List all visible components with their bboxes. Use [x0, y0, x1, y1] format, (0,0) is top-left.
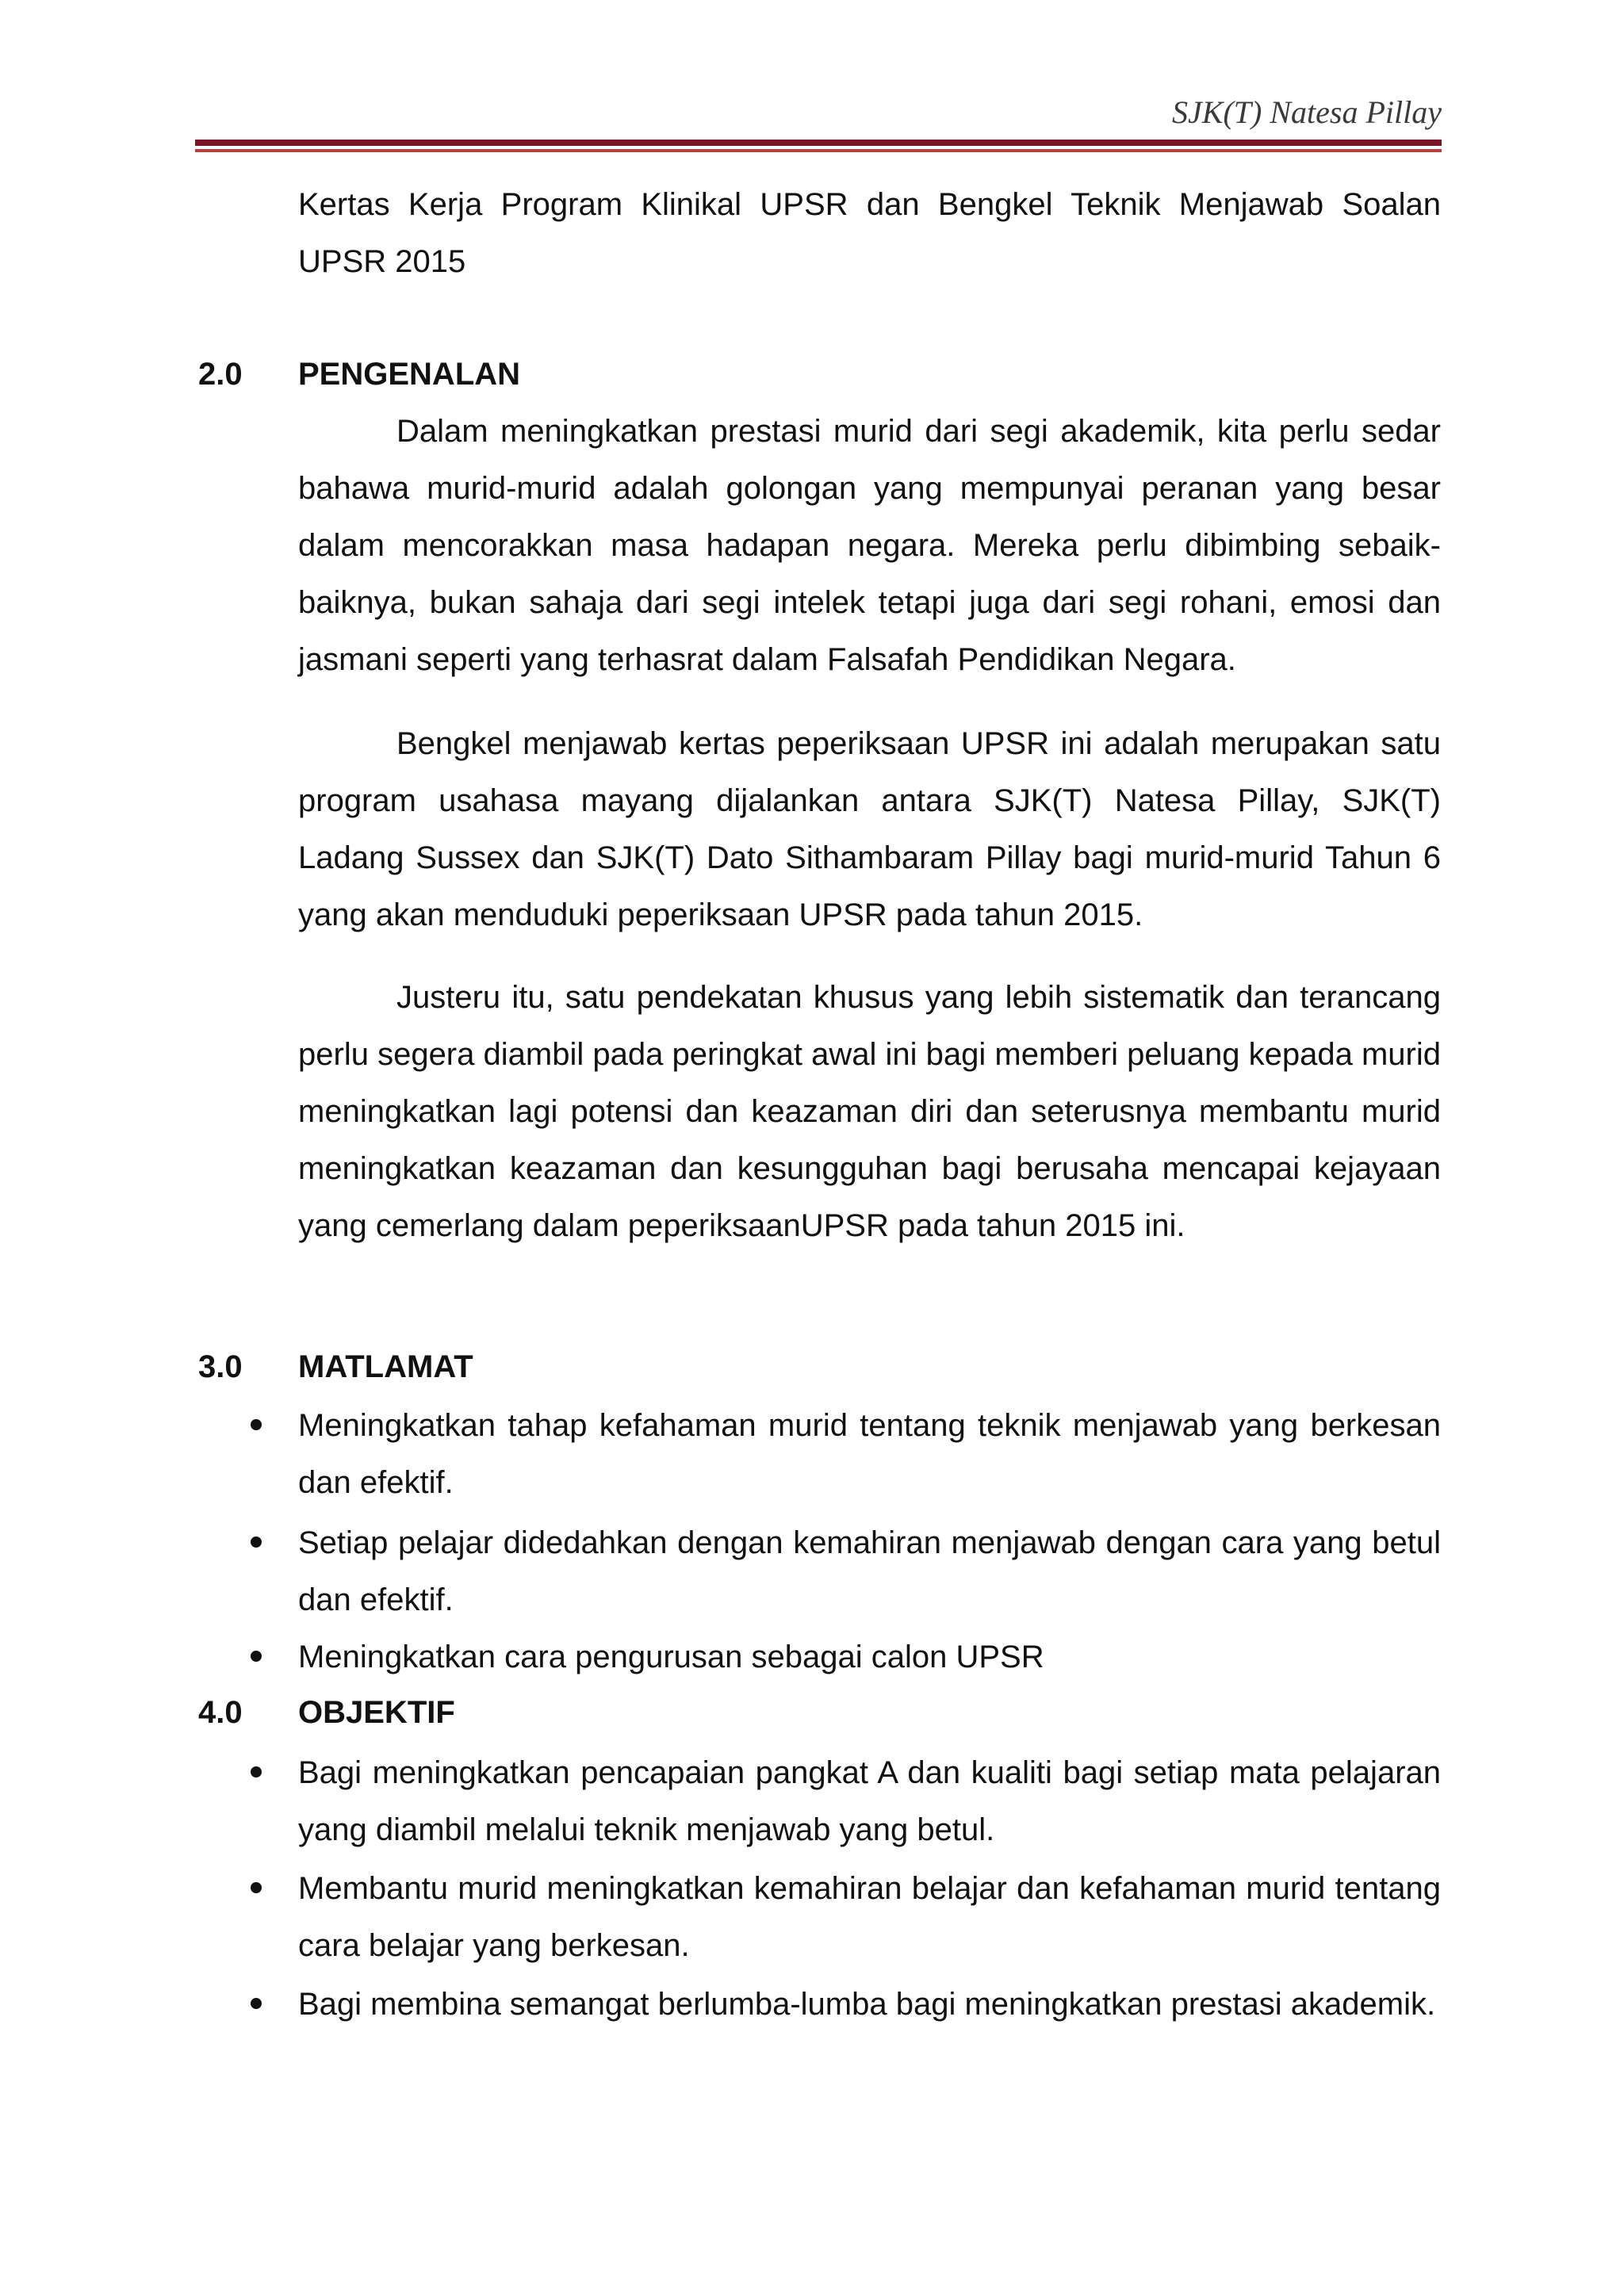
document-title: Kertas Kerja Program Klinikal UPSR dan Bengkel Teknik Menjawab Soalan UPSR 2015	[298, 187, 1441, 279]
paragraph: Bengkel menjawab kertas peperiksaan UPSR ini adalah merupakan satu program usahasa mayang dijalankan antara SJK(T) Natesa Pillay, SJK(T) Ladang Sussex dan SJK(T) Dato Sithambaram Pillay bagi murid-murid Tahun 6 yang akan menduduki peperiksaan UPSR pada tahun 2015.	[298, 726, 1441, 932]
header-school-name: SJK(T) Natesa Pillay	[1172, 94, 1442, 130]
header-rule-thin	[195, 149, 1442, 152]
bullet-icon	[251, 1882, 262, 1893]
list-item-text: Bagi meningkatkan pencapaian pangkat A dan kualiti bagi setiap mata pelajaran yang diambil melalui teknik menjawab yang betul.	[298, 1755, 1441, 1847]
list-item	[246, 1628, 1441, 1686]
bullet-icon	[251, 1998, 262, 2009]
list-item	[246, 1514, 1441, 1628]
list-item-text: Meningkatkan cara pengurusan sebagai calon UPSR	[298, 1640, 1044, 1674]
list-item	[246, 1744, 1441, 1858]
matlamat-list	[246, 1397, 1441, 1686]
paragraph: Justeru itu, satu pendekatan khusus yang lebih sistematik dan terancang perlu segera diambil pada peringkat awal ini bagi memberi peluang kepada murid meningkatkan lagi potensi dan keazaman diri dan seterusnya membantu murid meningkatkan keazaman dan kesungguhan bagi berusaha mencapai kejayaan yang cemerlang dalam peperiksaanUPSR pada tahun 2015 ini.	[298, 980, 1441, 1243]
section-title: MATLAMAT	[298, 1349, 473, 1384]
section-number: 3.0	[198, 1349, 243, 1384]
list-item	[246, 1860, 1441, 1974]
bullet-icon	[251, 1766, 262, 1777]
section-title: OBJEKTIF	[298, 1695, 455, 1730]
section-number: 2.0	[198, 357, 243, 392]
header-rule-thick	[195, 140, 1442, 146]
section-number: 4.0	[198, 1695, 243, 1730]
list-item-text: Setiap pelajar didedahkan dengan kemahiran menjawab dengan cara yang betul dan efektif.	[298, 1525, 1441, 1617]
paragraph: Dalam meningkatkan prestasi murid dari segi akademik, kita perlu sedar bahawa murid-murid adalah golongan yang mempunyai peranan yang besar dalam mencorakkan masa hadapan negara. Mereka perlu dibimbing sebaik-baiknya, bukan sahaja dari segi intelek tetapi juga dari segi rohani, emosi dan jasmani seperti yang terhasrat dalam Falsafah Pendidikan Negara.	[298, 414, 1441, 677]
list-item-text: Bagi membina semangat berlumba-lumba bagi meningkatkan prestasi akademik.	[298, 1987, 1436, 2022]
list-item-text: Membantu murid meningkatkan kemahiran belajar dan kefahaman murid tentang cara belajar yang berkesan.	[298, 1871, 1441, 1963]
section-title: PENGENALAN	[298, 357, 521, 392]
bullet-icon	[251, 1536, 262, 1548]
objektif-list	[246, 1744, 1441, 2033]
bullet-icon	[251, 1419, 262, 1430]
bullet-icon	[251, 1651, 262, 1662]
list-item-text: Meningkatkan tahap kefahaman murid tentang teknik menjawab yang berkesan dan efektif.	[298, 1408, 1441, 1500]
list-item	[246, 1397, 1441, 1511]
list-item	[246, 1976, 1441, 2033]
